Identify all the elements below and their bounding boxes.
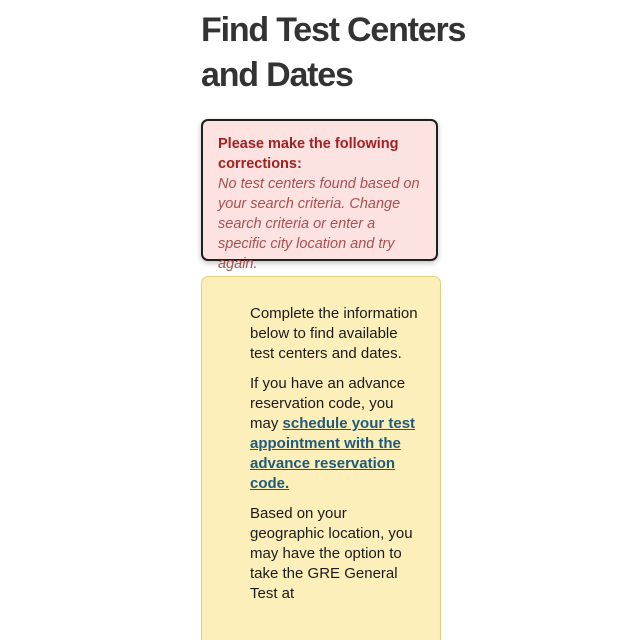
page-title: Find Test Centers and Dates	[201, 11, 466, 94]
reservation-text: If you have an advance reservation code, you may	[250, 375, 406, 432]
error-message: No test centers found based on your search criteria. Change search criteria or enter a specific city location and try again.	[218, 176, 420, 272]
info-box	[201, 276, 441, 640]
info-paragraph-location: Based on your geographic location, you may have the option to take the GRE General Test at	[250, 505, 413, 602]
advance-reservation-link[interactable]: schedule your test appointment with the advance reservation code.	[250, 415, 416, 492]
info-paragraph-intro: Complete the information below to find available test centers and dates.	[250, 305, 418, 362]
info-paragraph-reservation	[250, 374, 420, 494]
error-alert-box	[201, 119, 438, 272]
error-heading: Please make the following corrections:	[218, 136, 399, 172]
